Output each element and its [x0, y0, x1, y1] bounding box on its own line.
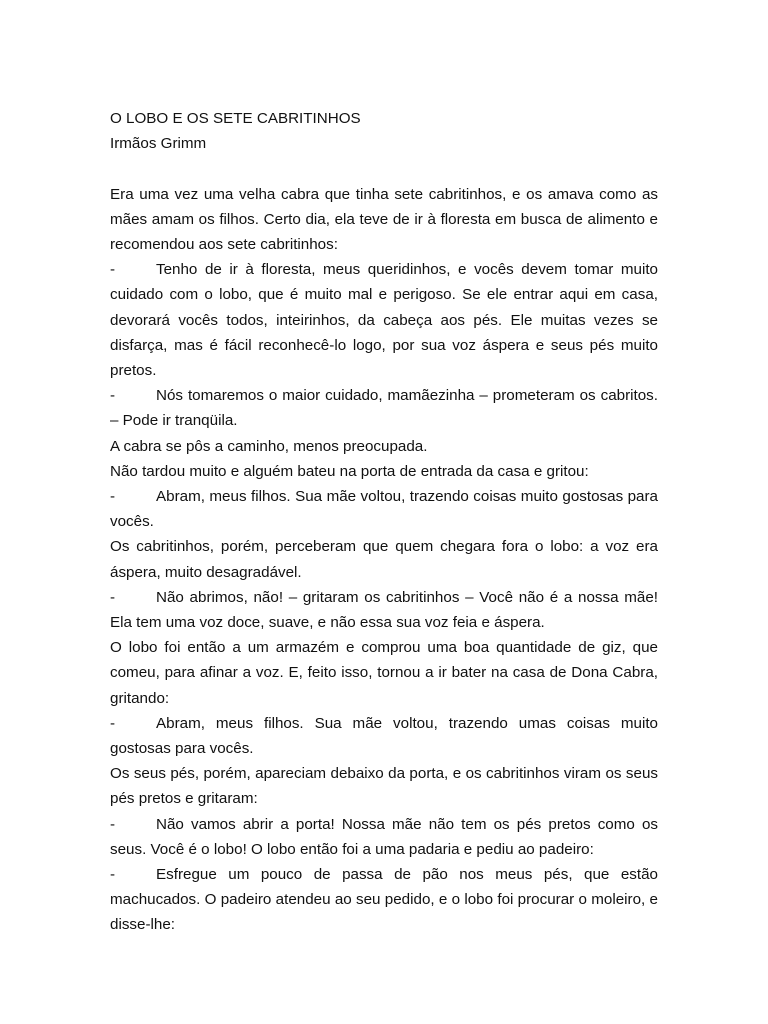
paragraph-5: O lobo foi então a um armazém e comprou uma boa quantidade de giz, que comeu, para afinar a voz. E, feito isso, tornou a ir bater na casa de Dona Cabra, gritando: [110, 639, 658, 707]
paragraph-1: Era uma vez uma velha cabra que tinha sete cabritinhos, e os amava como as mães amam os filhos. Certo dia, ela teve de ir à floresta em busca de alimento e recomendou aos sete cabritinhos: [110, 185, 658, 253]
dialogue-line-4: - Não abrimos, não! – gritaram os cabritinhos – Você não é a nossa mãe! Ela tem uma voz doce, suave, e não essa sua voz feia e áspera. [110, 585, 658, 635]
paragraph-3: Não tardou muito e alguém bateu na porta de entrada da casa e gritou: [110, 462, 589, 480]
dialogue-line-6: - Não vamos abrir a porta! Nossa mãe não tem os pés pretos como os seus. Você é o lobo! O lobo então foi a uma padaria e pediu ao padeiro: [110, 812, 658, 862]
document-page [110, 106, 658, 938]
paragraph-6: Os seus pés, porém, apareciam debaixo da porta, e os cabritinhos viram os seus pés pretos e gritaram: [110, 765, 658, 808]
dialogue-text: Abram, meus filhos. Sua mãe voltou, trazendo umas coisas muito gostosas para vocês. [110, 714, 658, 758]
dialogue-line-3: - Abram, meus filhos. Sua mãe voltou, trazendo coisas muito gostosas para vocês. [110, 484, 658, 534]
dialogue-text: Nós tomaremos o maior cuidado, mamãezinha – prometeram os cabritos. – Pode ir tranqüila. [110, 387, 658, 430]
dialogue-text: Tenho de ir à floresta, meus queridinhos, e vocês devem tomar muito cuidado com o lobo, que é muito mal e perigoso. Se ele entrar aqui em casa, devorará vocês todos, inteirinhos, da cabeça aos pés. Ele muitas vezes se disfarça, mas é fácil reconhecê-lo logo, por sua voz áspera e seus pés muito pretos. [110, 261, 658, 380]
story-author: Irmãos Grimm [110, 135, 207, 153]
dialogue-line-7: - Esfregue um pouco de passa de pão nos meus pés, que estão machucados. O padeiro atendeu ao seu pedido, e o lobo foi procurar o moleiro, e disse-lhe: [110, 862, 658, 938]
dialogue-line-1: - Tenho de ir à floresta, meus queridinhos, e vocês devem tomar muito cuidado com o lobo, que é muito mal e perigoso. Se ele entrar aqui em casa, devorará vocês todos, inteirinhos, da cabeça aos pés. Ele muitas vezes se disfarça, mas é fácil reconhecê-lo logo, por sua voz áspera e seus pés muito pretos. [110, 257, 658, 383]
dialogue-text: Esfregue um pouco de passa de pão nos meus pés, que estão machucados. O padeiro atendeu ao seu pedido, e o lobo foi procurar o moleiro, e disse-lhe: [110, 866, 658, 934]
story-title: O LOBO E OS SETE CABRITINHOS [110, 110, 361, 127]
dialogue-line-2: - Nós tomaremos o maior cuidado, mamãezinha – prometeram os cabritos. – Pode ir tranqüila. [110, 383, 658, 433]
dialogue-text: Abram, meus filhos. Sua mãe voltou, trazendo coisas muito gostosas para vocês. [110, 488, 658, 531]
dialogue-line-5: - Abram, meus filhos. Sua mãe voltou, trazendo umas coisas muito gostosas para vocês. [110, 711, 658, 761]
paragraph-4: Os cabritinhos, porém, perceberam que quem chegara fora o lobo: a voz era áspera, muito desagradável. [110, 538, 658, 581]
paragraph-2: A cabra se pôs a caminho, menos preocupada. [110, 437, 428, 455]
dialogue-text: Não abrimos, não! – gritaram os cabritinhos – Você não é a nossa mãe! Ela tem uma voz doce, suave, e não essa sua voz feia e áspera. [110, 588, 658, 632]
blank-line [110, 156, 658, 181]
dialogue-text: Não vamos abrir a porta! Nossa mãe não tem os pés pretos como os seus. Você é o lobo! O lobo então foi a uma padaria e pediu ao padeiro: [110, 815, 658, 858]
